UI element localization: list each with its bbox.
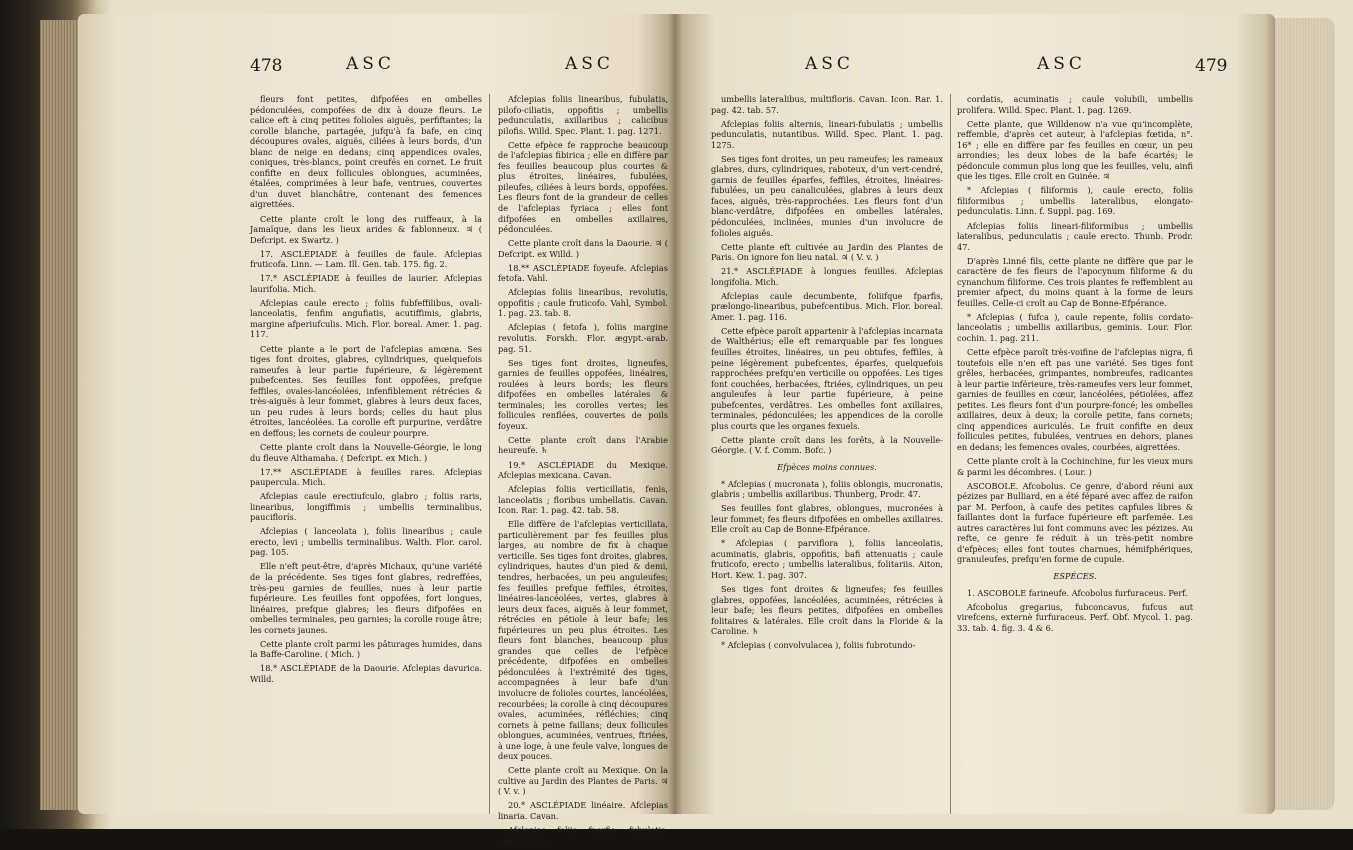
paragraph: Afclepias foliis fparfis, fubulatis, canaliculatis ; <box>498 825 668 846</box>
paragraph: fleurs font petites, difpofées en ombelles pédonculées, compofées de dix à douze fleurs. Le calice eft à cinq petites folioles aiguës, perfiftantes; la corolle blanche, partagée, jufqu'à fa bafe, en cinq découpures ovales, aiguës, ciliées à leurs bords, d'un blanc de neige en dedans; cinq appendices ovales, coniques, très-blancs, point creufés en cornet. Le fruit confifte en deux follicules oblongues, acuminées, étalées, comprimées à leur bafe, ventrues, couvertes d'un duvet blanchâtre, contenant des femences aigrettées. <box>250 94 482 210</box>
column-rule <box>950 94 951 814</box>
paragraph: Cette plante croît dans l'Arabie heureufe. ♄ <box>498 434 668 456</box>
paragraph: Afclepias ( fetofa ), foliis margine revolutis. Forskh. Flor. ægypt.-arab. pag. 51. <box>498 322 668 354</box>
paragraph: Cette plante croît dans la Nouvelle-Géorgie, le long du fleuve Althamaha. ( Defcript. ex Mich. ) <box>250 441 482 463</box>
paragraph: * Afclepias ( convolvulacea ), foliis fubrotundo- <box>721 640 916 651</box>
paragraph: Cette plante croît le long des ruiffeaux, à la Jamaïque, dans les lieux arides & fablonneux. ♃ ( Defcript. ex Swartz. ) <box>250 213 482 245</box>
paragraph: ASCOBOLE. Afcobolus. Ce genre, d'abord réuni aux pézizes par Bulliard, en a été féparé avec affez de raifon par M. Perfoon, à caufe des petites capfules libres & faillantes dont la furface fupérieure eft parfemée. Les autres caractères lui font communs avec les pézizes. Au refte, ce genre fe réduit à un très-petit nombre d'efpèces; elles font toutes charnues, hémifphériques, granuleufes, prefqu'en forme de cupule. <box>957 480 1193 565</box>
paragraph: 18.* ASCLÉPIADE de la Daourie. Afclepias davurica. Willd. <box>250 663 482 684</box>
right-page <box>675 14 1275 814</box>
paragraph: Afclepias foliis lineari-filiformibus ; umbellis lateralibus, pedunculatis ; caule erecto. Thunb. Prodr. 47. <box>957 220 1193 252</box>
paragraph: 18.** ASCLÉPIADE foyeufe. Afclepias fetofa. Vahl. <box>498 262 668 284</box>
right-page-edges <box>1275 18 1335 810</box>
paragraph: Afcobolus gregarius, fubconcavus, fufcus aut virefcens, externè furfuraceus. Perf. Obf. Mycol. 1. pag. 33. tab. 4. fig. 3. 4 & 6. <box>957 601 1193 633</box>
paragraph: ESPÈCES. <box>1053 570 1097 581</box>
paragraph: Afclepias caule erecto ; foliis fubfeffilibus, ovali-lanceolatis, fenfim angufiatis, acutiffimis, glabris, margine afperiufculis. Mich. Flor. boreal. Amer. 1. pag. 117. <box>250 297 482 340</box>
paragraph: Afclepias caule decumbente, foliifque fparfis, prælongo-linearibus, pubefcentibus. Mich. Flor. boreal. Amer. 1. pag. 116. <box>711 290 943 322</box>
left-page <box>78 14 675 846</box>
paragraph: 17. ASCLÉPIADE à feuilles de faule. Afclepias fruticofa. Linn. — Lam. Ill. Gen. tab. 175. fig. 2. <box>250 248 482 270</box>
right-page-column-1 <box>711 94 943 654</box>
paragraph: * Afclepias ( fufca ), caule repente, foliis cordato-lanceolatis ; umbellis axillaribus, geminis. Lour. Flor. cochin. 1. pag. 211. <box>957 311 1193 343</box>
paragraph: Elle diffère de l'afclepias verticillata, particulièrement par fes feuilles plus larges, au nombre de fix à chaque verticille. Ses tiges font droites, glabres, cylindriques, hautes d'un pied & demi, tendres, herbacées, un peu anguleufes; fes feuilles prefque feffiles, étroites, linéaires-lancéolées, vertes, glabres à leurs deux faces, aiguës à leur fommet, rétrécies en pétiole à leur bafe; les fupérieures un peu plus étroites. Les fleurs font blanches, beaucoup plus grandes que celles de l'efpèce précédente, difpofées en ombelles pédonculées à l'extrémité des tiges, accompagnées à leur bafe d'un involucre de folioles courtes, lancéolées, recourbées; la corolle à cinq découpures ovales, acuminées, réfléchies; cinq cornets à peine faillans; deux follicules oblongues, acuminées, ventrues, ftriées, à une loge, à une feule valve, longues de deux pouces. <box>498 519 668 762</box>
left-page-column-2 <box>498 94 668 850</box>
paragraph: Cette plante, que Willdenow n'a vue qu'incomplète, reffemble, d'après cet auteur, à l'afclepias fœtida, n°. 16* ; elle en diffère par fes feuilles en cœur, un peu arrondies; les deux lobes de la bafe écartés; le pédoncule commun plus long que les feuilles, velu, ainfi que les tiges. Elle croît en Guinée. ♃ <box>957 118 1193 182</box>
paragraph: Cette efpèce paroît appartenir à l'afclepias incarnata de Walthérius; elle eft remarquable par fes longues feuilles étroites, linéaires, un peu obtufes, feffiles, à peine légèrement pubefcentes, éparfes, quelquefois rapprochées prefqu'en verticille ou oppofées. Les tiges font couchées, herbacées, ftriées, cylindriques, un peu anguleufes à leur partie fupérieure, à peine pubefcentes, verdâtres. Les ombelles font axillaires, terminales, pédonculées; les appendices de la corolle plus courts que les organes fexuels. <box>711 325 943 431</box>
paragraph: Cette plante croît dans la Daourie. ♃ ( Defcript. ex Willd. ) <box>498 238 668 259</box>
paragraph: Ses feuilles font glabres, oblongues, mucronées à leur fommet; fes fleurs difpofées en ombelles axillaires. Elle croît au Cap de Bonne-Efpérance. <box>711 503 943 535</box>
left-page-header-right: ASC <box>565 54 614 74</box>
paragraph: Afclepias foliis alternis, lineari-fubulatis ; umbellis pedunculatis, nutantibus. Willd. Spec. Plant. 1. pag. 1275. <box>711 118 943 150</box>
paragraph: Afclepias foliis verticillatis, fenis, lanceolatis ; floribus umbellatis. Cavan. Icon. Rar. 1. pag. 42. tab. 58. <box>498 484 668 516</box>
paragraph: Ses tiges font droites, un peu rameufes; les rameaux glabres, durs, cylindriques, raboteux, d'un vert-cendré, garnis de feuilles éparfes, feffiles, étroites, linéaires-fubulées, un peu canaliculées, glabres à leurs deux faces, aiguës, très-rapprochées. Les fleurs font d'un blanc-verdâtre, difpofées en ombelles latérales, pédonculées, inclinées, munies d'un involucre de folioles aiguës. <box>711 153 943 238</box>
column-rule <box>489 94 490 814</box>
paragraph: 17.** ASCLÉPIADE à feuilles rares. Afclepias paupercula. Mich. <box>250 466 482 488</box>
paragraph: 1. ASCOBOLE farineufe. Afcobolus furfuraceus. Perf. <box>967 587 1188 598</box>
paragraph: 20.* ASCLÉPIADE linéaire. Afclepias linaria. Cavan. <box>498 800 668 821</box>
paragraph: Elle n'eft peut-être, d'après Michaux, qu'une variété de la précédente. Ses tiges font glabres, redreffées, très-peu garnies de feuilles, nues à leur partie fupérieure. Les feuilles font oppofées, fort longues, linéaires, prefque glabres; les fleurs difpofées en ombelles terminales, peu garnies; la corolle rouge âtre; les cornets jaunes. <box>250 561 482 635</box>
paragraph: Ses tiges font droites & ligneufes; fes feuilles glabres, oppofées, lancéolées, acuminées, rétrécies à leur bafe; les fleurs petites, difpofées en ombelles folitaires & latérales. Elle croît dans la Floride & la Caroline. ♄ <box>711 583 943 637</box>
paragraph: 19.* ASCLÉPIADE du Mexique. Afclepias mexicana. Cavan. <box>498 459 668 481</box>
paragraph: umbellis lateralibus, multifloris. Cavan. Icon. Rar. 1. pag. 42. tab. 57. <box>711 94 943 115</box>
paragraph: Cette plante croît dans les forêts, à la Nouvelle-Géorgie. ( V. f. Comm. Bofc. ) <box>711 434 943 456</box>
paragraph: 17.* ASCLÉPIADE à feuilles de laurier. Afclepias laurifolia. Mich. <box>250 273 482 294</box>
paragraph: Efpèces moins connues. <box>777 462 877 472</box>
paragraph: * Afclepias ( parviflora ), foliis lanceolatis, acuminatis, glabris, oppofitis, bafi attenuatis ; caule fruticofo, erecto ; umbellis lateralibus, folitariis. Aiton, Hort. Kew. 1. pag. 307. <box>711 538 943 580</box>
right-page-number: 479 <box>1195 56 1228 76</box>
paragraph: Afclepias foliis linearibus, fubulatis, pilofo-ciliatis, oppofitis ; umbellis pedunculatis, axillaribus ; calicibus pilofis. Willd. Spec. Plant. 1. pag. 1271. <box>498 94 668 136</box>
left-page-edges <box>40 20 80 810</box>
paragraph: Cette plante a le port de l'afclepias amœna. Ses tiges font droites, glabres, cylindriques, quelquefois rameufes à leur partie fupérieure, & légèrement pubefcentes. Ses feuilles font oppofées, prefque feffiles, ovales-lancéolées, infenfiblement rétrécies & très-aiguës à leur fommet, glabres à leurs deux faces, un peu rudes à leurs bords; celles du haut plus étroites, lancéolées. La corolle eft purpurine, verdâtre en deffous; les cornets de couleur pourpre. <box>250 343 482 438</box>
paragraph: Cette efpèce paroît très-voifine de l'afclepias nigra, fi toutefois elle n'en eft pas une variété. Ses tiges font grêles, herbacées, grimpantes, nombreufes, radicantes à leur partie inférieure, très-rameufes vers leur fommet, garnies de feuilles en cœur, lancéolées, pétiolées, affez petites. Les fleurs font d'un pourpre-foncé; les ombelles axillaires, deux à deux; la corolle petite, fans cornets; cinq appendices auriculés. Le fruit confifte en deux follicules petites, fubulées, ventrues en dehors, planes en dedans; les femences ovales, courbées, aigrettées. <box>957 347 1193 452</box>
paragraph: * Afclepias ( filiformis ), caule erecto, foliis filiformibus ; umbellis lateralibus, elongato-pedunculatis. Linn. f. Suppl. pag. 169. <box>957 185 1193 217</box>
paragraph: 21.* ASCLÉPIADE à longues feuilles. Afclepias longifolia. Mich. <box>711 266 943 287</box>
paragraph: * Afclepias ( mucronata ), foliis oblongis, mucronatis, glabris ; umbellis axillaribus. Thunberg, Prodr. 47. <box>711 478 943 500</box>
paragraph: cordatis, acuminatis ; caule volubili, umbellis prolifera. Willd. Spec. Plant. 1. pag. 1269. <box>957 94 1193 115</box>
paragraph: Afclepias caule erectiufculo, glabro ; foliis raris, linearibus, longiffimis ; umbellis terminalibus, pauciflorís. <box>250 491 482 523</box>
paragraph: Cette plante croît à la Cochinchine, fur les vieux murs & parmi les décombres. ( Lour. ) <box>957 456 1193 477</box>
paragraph: D'après Linné fils, cette plante ne diffère que par le caractère de fes fleurs de l'apocynum filiforme & du cynanchum filiforme. Ces trois plantes fe reffemblent au premier afpect, du moins quant à la forme de leurs feuilles. Celle-ci croît au Cap de Bonne-Efpérance. <box>957 255 1193 308</box>
left-page-header-left: ASC <box>346 54 395 74</box>
right-page-header-left: ASC <box>805 54 854 74</box>
paragraph: Cette plante eft cultivée au Jardin des Plantes de Paris. On ignore fon lieu natal. ♃ ( V. v. ) <box>711 241 943 263</box>
right-page-header-right: ASC <box>1037 54 1086 74</box>
left-page-number: 478 <box>250 56 283 76</box>
right-page-column-2 <box>957 94 1193 637</box>
paragraph: Afclepias ( lanceolata ), foliis linearibus ; caule erecto, levi ; umbellis terminalibus. Walth. Flor. carol. pag. 105. <box>250 526 482 558</box>
paragraph: Cette plante croît parmi les pâturages humides, dans la Baffe-Caroline. ( Mich. ) <box>250 638 482 660</box>
left-page-column-1 <box>250 94 482 688</box>
paragraph: Cette efpèce fe rapproche beaucoup de l'afclepias fibirica ; elle en diffère par fes feuilles beaucoup plus courtes & plus étroites, linéaires, fubulées, pileufes, ciliées à leurs bords, oppofées. Les fleurs font de la grandeur de celles de l'afclepias fyriaca ; elles font difpofées en ombelles axillaires, pédonculées. <box>498 139 668 235</box>
paragraph: Cette plante croît au Mexique. On la cultive au Jardin des Plantes de Paris. ♃ ( V. v. ) <box>498 765 668 797</box>
paragraph: Afclepias foliis linearibus, revolutis, oppofitis ; caule fruticofo. Vahl, Symbol. 1. pag. 23. tab. 8. <box>498 287 668 319</box>
paragraph: Ses tiges font droites, ligneufes, garnies de feuilles oppofées, linéaires, roulées à leurs bords; les fleurs difpofées en ombelles latérales & terminales; les corolles vertes; les follicules renflées, couvertes de poils foyeux. <box>498 357 668 431</box>
